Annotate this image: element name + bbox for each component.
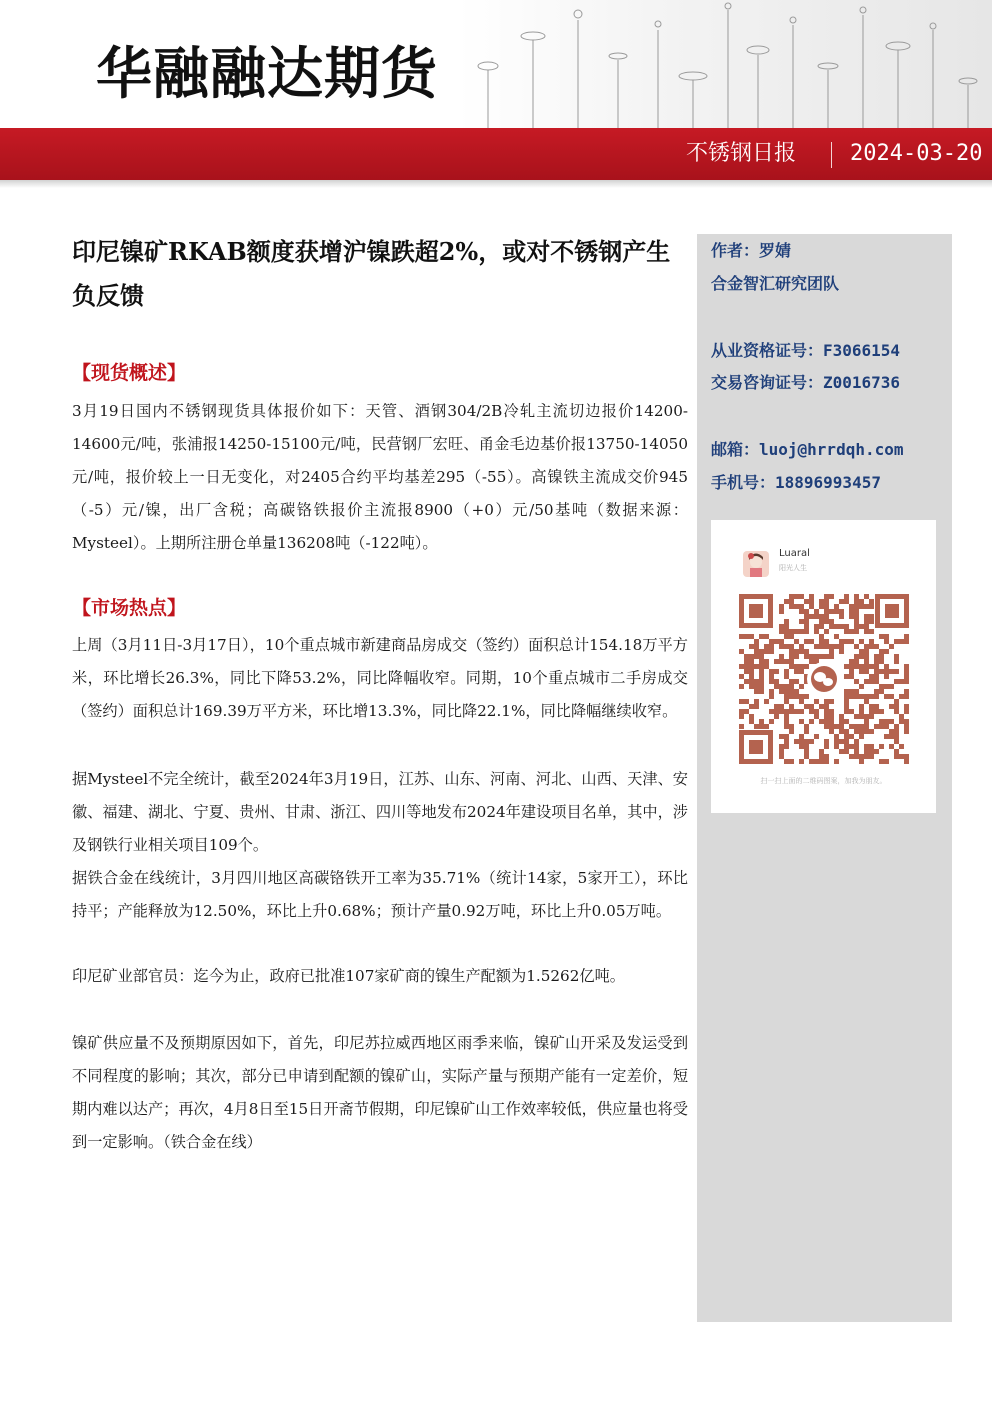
- paragraph-market-4: 印尼矿业部官员：迄今为止，政府已批准107家矿商的镍生产配额为1.5262亿吨。: [72, 967, 625, 985]
- paragraph-market-2: 据Mysteel不完全统计，截至2024年3月19日，江苏、山东、河南、河北、山西、天津、安徽、福建、湖北、宁夏、贵州、甘肃、浙江、四川等地发布2024年建设项目名单，其中，涉及钢铁行业相关项目109个。: [72, 770, 688, 854]
- section-heading-spot: 【现货概述】: [72, 362, 187, 384]
- qr-contact-subtitle: 阳光人生: [779, 564, 807, 572]
- article-title: 印尼镍矿RKAB额度获增沪镍跌超2%，或对不锈钢产生负反馈: [72, 237, 671, 310]
- paragraph-market-3: 据铁合金在线统计，3月四川地区高碳铬铁开工率为35.71%（统计14家，5家开工），环比持平；产能释放为12.50%，环比上升0.68%；预计产量0.92万吨，环比上升0.05万吨。: [72, 869, 688, 920]
- brand-logo: 华融融达期货: [96, 42, 438, 107]
- avatar-icon: [743, 551, 769, 577]
- email-address[interactable]: 邮箱：luoj@hrrdqh.com: [711, 440, 904, 459]
- research-team: 合金智汇研究团队: [711, 274, 840, 293]
- consult-number: 交易咨询证号：Z0016736: [711, 373, 901, 392]
- paragraph-market-1: 上周（3月11日-3月17日），10个重点城市新建商品房成交（签约）面积总计154.18万平方米，环比增长26.3%，同比下降53.2%，同比降幅收窄。同期，10个重点城市二手房成交（签约）面积总计169.39万平方米，环比增13.3%，同比降22.1%，同比降幅继续收窄。: [72, 636, 688, 720]
- banner-divider: [831, 142, 832, 168]
- wechat-qr-card: [711, 520, 936, 813]
- paragraph-spot-overview: 3月19日国内不锈钢现货具体报价如下：天管、酒钢304/2B冷轧主流切边报价14200-14600元/吨，张浦报14250-15100元/吨，民营钢厂宏旺、甬金毛边基价报13750-14050元/吨，报价较上一日无变化，对2405合约平均基差295（-55）。高镍铁主流成交价945（-5）元/镍，出厂含税；高碳铬铁报价主流报8900（+0）元/50基吨（数据来源：Mysteel）。上期所注册仓单量136208吨（-122吨）。: [72, 402, 688, 552]
- author-name: 作者：罗婧: [711, 241, 792, 260]
- avatar: [743, 551, 769, 577]
- header-pattern-graphic: [458, 0, 992, 128]
- report-banner: [0, 128, 992, 180]
- qr-caption: 扫一扫上面的二维码图案，加我为朋友。: [760, 777, 887, 785]
- paragraph-market-5: 镍矿供应量不及预期原因如下，首先，印尼苏拉威西地区雨季来临，镍矿山开采及发运受到不同程度的影响；其次，部分已申请到配额的镍矿山，实际产量与预期产能有一定差价，短期内难以达产；再次，4月8日至15日开斋节假期，印尼镍矿山工作效率较低，供应量也将受到一定影响。（铁合金在线）: [72, 1034, 688, 1151]
- license-number: 从业资格证号：F3066154: [711, 341, 901, 360]
- section-heading-market: 【市场热点】: [72, 597, 187, 619]
- qr-contact-name: Luaral: [779, 548, 810, 559]
- qr-code-icon[interactable]: [739, 594, 909, 764]
- phone-number: 手机号：18896993457: [711, 473, 881, 492]
- header-decoration: [458, 0, 992, 128]
- report-date: 2024-03-20: [850, 141, 983, 166]
- banner-shadow: [0, 180, 992, 188]
- report-type: 不锈钢日报: [685, 141, 796, 166]
